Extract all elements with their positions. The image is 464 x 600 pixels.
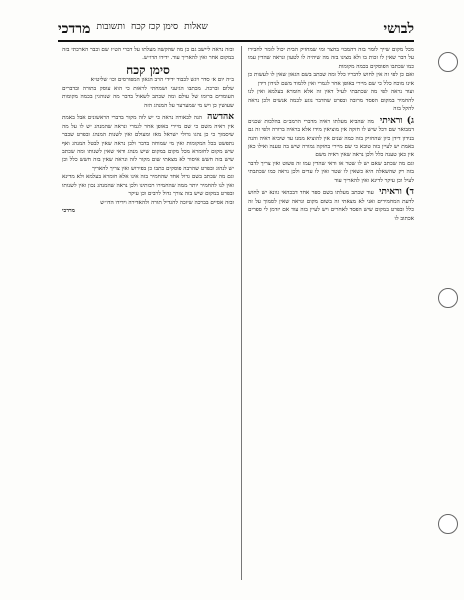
- binder-hole-middle: [438, 288, 458, 308]
- left-lead-2: אהדשה: [207, 112, 234, 123]
- binder-hole-top: [438, 52, 458, 72]
- right-lead-3: ד) וראיתי: [379, 187, 414, 198]
- left-para-2: הנה לכאורה נראה כי יש לזה מקור בדברי הראשונים אבל באמת אין ראיה משם כי שם מיירי באופן אחר לגמרי ונראה שהמנהג יש לו על מה שיסמוך כי כן נהגו גדולי ישראל מאז ומעולם ואין לשנות המנהג ובפרט שכבר נתפשט בכל המקומות ואין מי שמוחה בדבר ולכן נראה שאין לבטל המנהג ואף שיש מקום לחומרא מכל מקום במקום שיש מנהג ודאי שאין לשנותו ומה שכתב שיש בזה חשש איסור לא מצאתי שום מקור לזה ונראה שאין בזה חשש כלל וכן יש לנהוג ובפרט שהרבה פוסקים כתבו כן בפירוש ואין צריך להאריך: [62, 115, 234, 172]
- left-para-1: שלום וברכה. מכתבו הגיעני ושמחתי לראות כי הוא עוסק בתורה ובדברים העומדים ברומו של עולם ומה שכתב לשאול בדבר מה שנוהגין בכמה מקומות שעושין כן ויש מי שמערער על המנהג הזה: [62, 85, 234, 109]
- right-lead-2: ג) וראיתי: [379, 115, 414, 126]
- left-address: ב״ה יום א׳ סדר ויגש לכבוד ידידי הרב הגאון המפורסים וכו׳ שליט״א: [90, 77, 234, 84]
- header-titles: [58, 21, 208, 38]
- left-column: [62, 46, 234, 580]
- left-intro: ובזה נראה ליישב גם כן מה שהקשה מעלתו על דברי הט״ז שם וכבר הארכתי בזה במקום אחר ואין להאריך עוד. ידידו הדו״ש.: [62, 47, 234, 62]
- right-para-3: וגם מה שכתב שאם יש לו שטר אז ודאי שהדין עמו זה פשוט ואין צריך לדבר בזה רק שהשאלה היא כשאין לו שטר ואין לו עדים ולכן נראה כמו שכתבתי לעיל וכן עיקר לדינא ואין להאריך עוד: [248, 160, 414, 184]
- section-title: סימן קכח: [126, 62, 170, 77]
- right-paragraph-2: ועוד נראה לפי מה שכתבתי לעיל דאין זה אלא חומרא בעלמא ואין לנו להחמיר במקום הפסד מרובה ובפרט שהדבר נוגע לכמה אנשים ולכן נראה להקל בזה: [248, 89, 414, 113]
- right-para-4: עוד שכתב מעלתו בשם ספר אחד דבכהאי גוונא יש לחוש לדעת המחמירים ואני לא מצאתי זה בשום מקום ונראה שאין לסמוך על זה כלל ובפרט במקום שיש הפסד לאחרים ויש לעיין בזה עוד אם יזדמן לי ספרים אכתוב לו: [248, 190, 414, 222]
- right-column: [248, 46, 414, 580]
- left-section-2: [62, 113, 234, 173]
- header-rule: [58, 40, 414, 42]
- header-subtitle-1: שאלות: [184, 22, 208, 32]
- right-section-2: [248, 117, 414, 160]
- column-divider: [241, 46, 242, 580]
- right-para-2: מה שהביא מעלתו ראיה מדברי הרמב״ם בהלכות שכנים דמבואר שם דכל שיש לו חזקה אין מוציאין מידו אלא בראיה ברורה ולפי זה גם בנידון דידן כיון שהחזיק בזה כמה שנים אין להוציא ממנו עד שיביא ראיה והנה באמת יש לעיין בזה טובא כי שם מיירי בחזקה גמורה שיש בה טענה ואילו כאן אין כאן טענה כלל ולכן נראה שאין ראיה משם: [248, 118, 414, 159]
- binder-hole-bottom: [438, 514, 458, 534]
- header-author: מרדכי: [58, 21, 91, 37]
- right-section-3: [248, 188, 414, 223]
- header-subtitle-3: ותשובות: [96, 22, 126, 32]
- running-title: לבושי: [383, 21, 414, 37]
- left-para-4: ובזה אסיים בברכה שיזכה להגדיל תורה ולהאדירה וידידו הדו״ש: [100, 199, 234, 206]
- left-signature: מרדכי: [62, 208, 75, 215]
- right-paragraph-1: ואם כן לפי זה אין לחוש לדבריו כלל ומה שכתב בשם הגאון שאין לו לעשות כן אינו מוכח כלל כי שם מיירי באופן אחר לגמרי ואין ללמוד משם לנידון דידן: [248, 72, 414, 87]
- left-para-3: וגם מה שכתב בשם גדול אחד שהחמיר בזה אינו אלא חומרא בעלמא ולא מדינא ואין לנו להחמיר יותר ממה שהחמירו רבותינו ולכן נראה שהמנהג נכון ואין לשנותו ובפרט במקום שיש בזה צורך גדול לרבים וכן עיקר: [62, 174, 234, 198]
- page-header: [58, 18, 414, 38]
- header-subtitle-2: סימן קכז קכח: [131, 22, 179, 32]
- right-paragraph-0: מכל מקום שייך לומר בזה דהמבוי בחצר ומי שמחזיק הבית יכול לומר לחבירו על דבר שאין לו זכות בו ולא מצינו בזה מה שיהיה לו לטעון ונראה שהדין עמו כמו שכתבו הפוסקים בכמה מקומות: [248, 47, 414, 70]
